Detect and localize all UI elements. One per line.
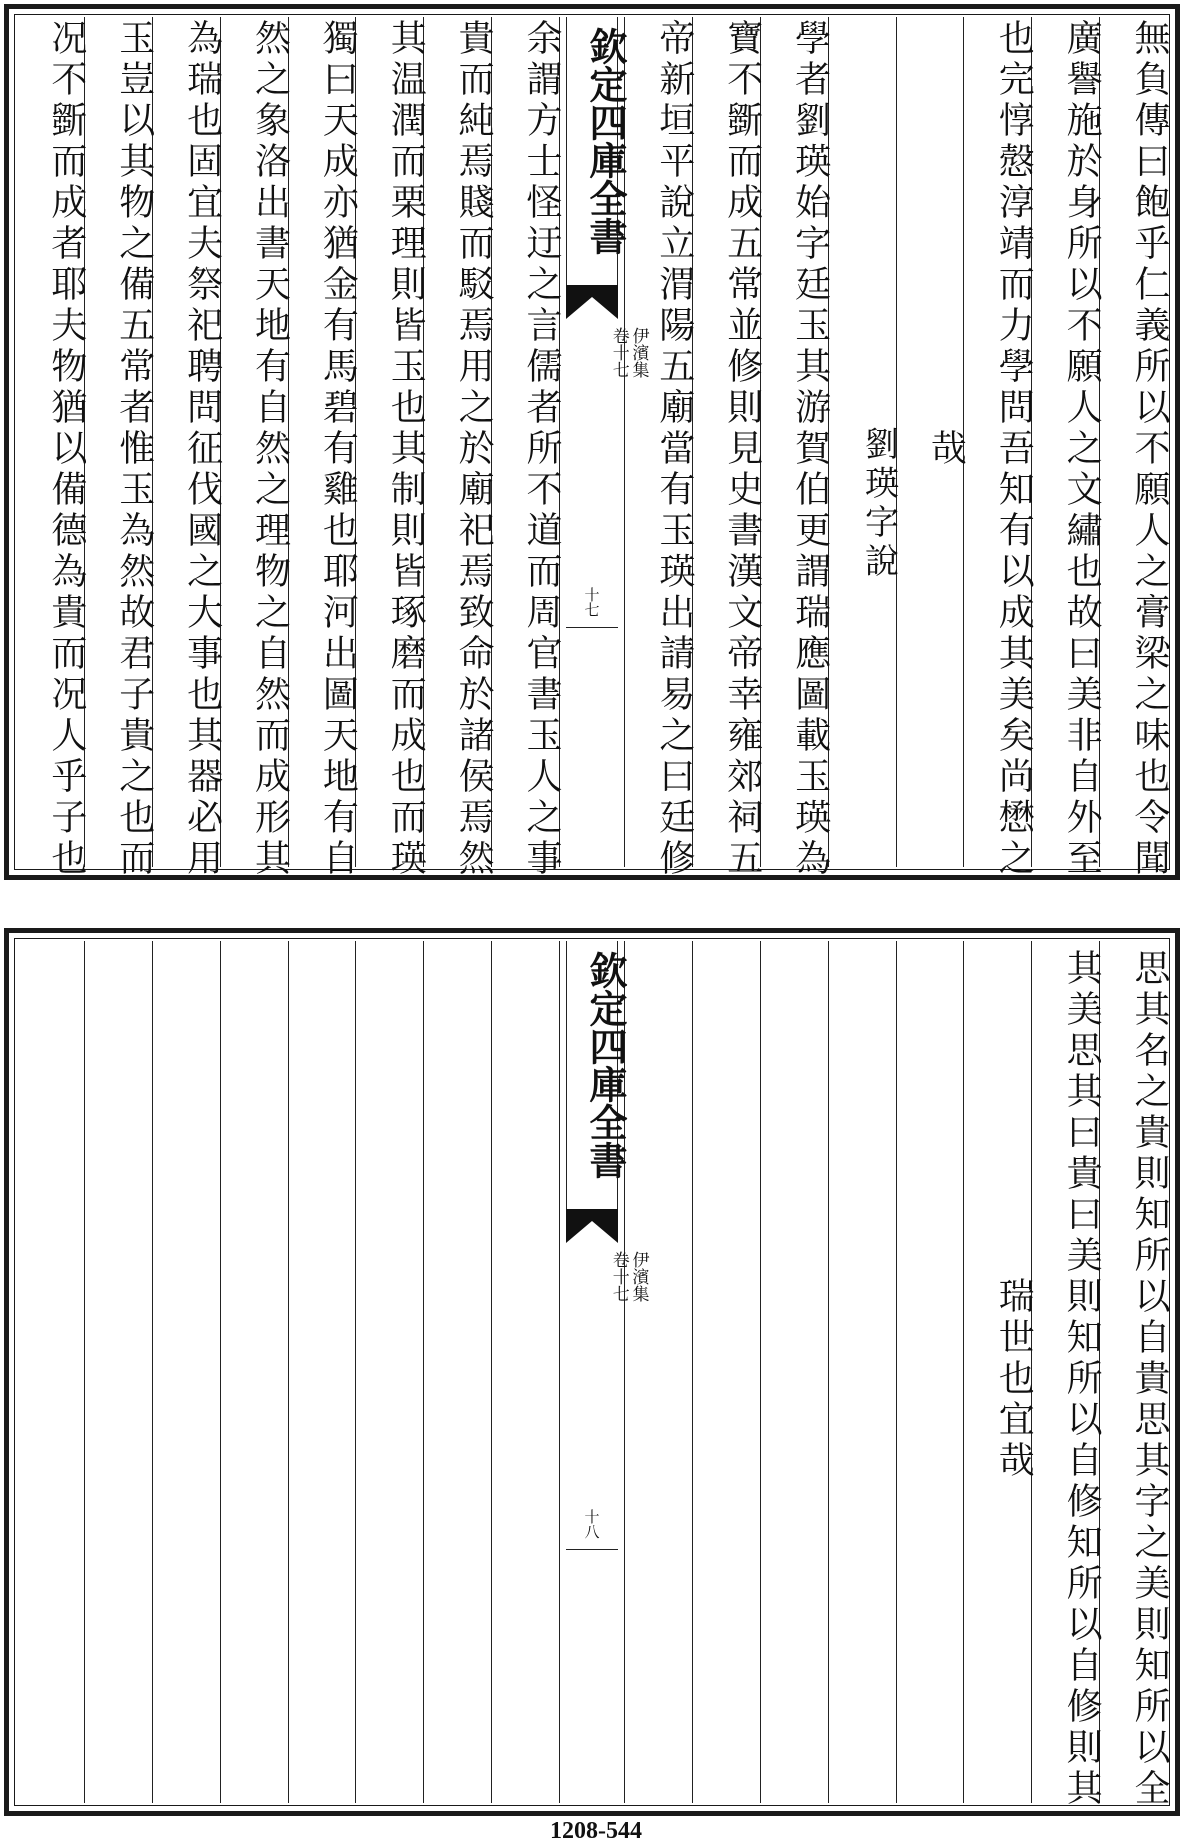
text-column: [1099, 941, 1170, 1810]
text-column: [423, 17, 495, 880]
column-text: 其温潤而栗理則皆玉也其制則皆琢磨而成也而瑛: [385, 18, 427, 880]
text-column: [896, 941, 964, 1803]
column-text: 哉: [925, 428, 967, 470]
bottom-page-columns: [17, 941, 1170, 1810]
fishtail-mark-icon: [566, 285, 618, 319]
center-fold: [559, 17, 649, 867]
folio-rule: [566, 627, 618, 628]
column-text: 余謂方士怪迂之言儒者所不道而周官書玉人之事: [521, 18, 562, 880]
text-column: [152, 17, 223, 880]
center-fold: [559, 941, 649, 1803]
column-text: 學者劉瑛始字廷玉其游賀伯更謂瑞應圖載玉瑛為: [789, 18, 831, 880]
text-column: [963, 941, 1035, 1803]
text-column: [692, 941, 760, 1803]
column-text: 廣譽施於身所以不願人之文繡也故曰美非自外至: [1061, 18, 1103, 880]
text-column: [760, 941, 828, 1803]
essay-heading-column: [828, 17, 899, 867]
text-column: [491, 941, 559, 1803]
collection-name: 伊濱集: [628, 327, 649, 378]
text-column: [220, 17, 291, 880]
folio-rule: [566, 1549, 618, 1550]
text-column: [423, 941, 491, 1803]
fishtail-mark-icon: [566, 1209, 618, 1243]
collection-name: 伊濱集: [628, 1251, 649, 1302]
column-text: 瑞世也宜哉: [993, 1276, 1035, 1482]
text-column: [288, 17, 359, 880]
book-title: 欽定四庫全書: [583, 951, 628, 1179]
text-column: [288, 941, 356, 1803]
text-column: [84, 941, 152, 1803]
text-column: [963, 17, 1035, 880]
text-column: [828, 941, 896, 1803]
column-text: 獨曰天成亦猶金有馬碧有雞也耶河出圖天地有自: [317, 18, 359, 880]
text-column: [355, 941, 423, 1803]
folio-number: 十八: [582, 1509, 601, 1539]
text-column: [1031, 941, 1103, 1810]
book-title: 欽定四庫全書: [583, 27, 628, 255]
volume-number: 卷十七: [608, 327, 629, 378]
column-text: 其美思其曰貴曰美則知所以自修知所以自修則其: [1061, 948, 1103, 1810]
column-text: 寶不斵而成五常並修則見史書漢文帝幸雍郊祠五: [721, 18, 763, 880]
volume-number: 卷十七: [608, 1251, 629, 1302]
column-text: 况不斵而成者耶夫物猶以備德為貴而况人乎子也: [45, 18, 87, 880]
text-column: [1031, 17, 1103, 880]
column-text: 玉豈以其物之備五常者惟玉為然故君子貴之也而: [113, 18, 155, 880]
text-column: [624, 17, 695, 880]
column-text: 帝新垣平說立渭陽五廟當有玉瑛出請易之曰廷修: [653, 18, 695, 880]
text-column: [220, 941, 288, 1803]
text-column: [17, 17, 87, 880]
top-page: [4, 4, 1180, 880]
top-page-columns: [17, 17, 1170, 880]
column-text: 思其名之貴則知所以自貴思其字之美則知所以全: [1129, 948, 1170, 1810]
text-column: [896, 17, 967, 867]
text-column: [84, 17, 155, 880]
folio-number: 十七: [582, 587, 601, 617]
text-column: [355, 17, 427, 880]
column-text: 然之象洛出書天地有自然之理物之自然而成形其: [249, 18, 291, 880]
column-text: 為瑞也固宜夫祭祀聘問征伐國之大事也其器必用: [181, 18, 223, 880]
column-text: 無負傳曰飽乎仁義所以不願人之膏梁之味也令聞: [1129, 18, 1170, 880]
text-column: [692, 17, 763, 880]
column-text: 貴而純焉賤而駁焉用之於廟祀焉致命於諸侯焉然: [453, 18, 495, 880]
text-column: [624, 941, 692, 1803]
page-id: 1208-544: [550, 1818, 642, 1844]
text-column: [152, 941, 220, 1803]
bottom-page: [4, 928, 1180, 1816]
text-column: [491, 17, 562, 880]
column-text: 也完惇慤淳靖而力學問吾知有以成其美矣尚懋之: [993, 18, 1035, 880]
text-column: [1099, 17, 1170, 880]
text-column: [17, 941, 84, 1803]
essay-heading: 劉瑛字說: [858, 426, 899, 582]
text-column: [760, 17, 831, 880]
